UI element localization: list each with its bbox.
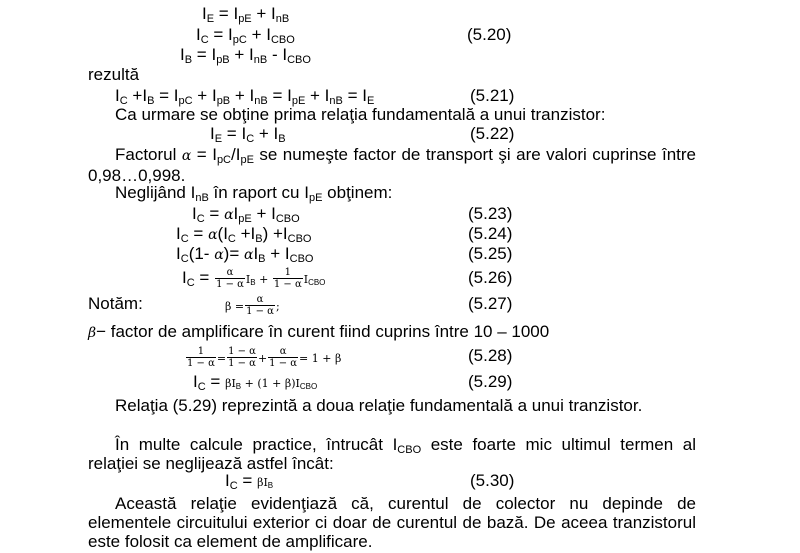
paragraph-concluzie: Această relaţie evidenţiază că, curentul de colector nu depinde de elementele circuitului exterior ci doar de curentul de bază. De aceea tranzistorul este folosit ca element de amplificare.	[88, 494, 696, 551]
paragraph-prima-relatie: Ca urmare se obţine prima relaţia fundamentală a unui tranzistor:	[115, 105, 606, 124]
equation-number-5-30: (5.30)	[470, 471, 515, 490]
equation-5-22: $I_E = I_C + I_B$	[210, 124, 286, 145]
equation-5-23: $I_C = \alpha I_{pE} + I_{CBO}$	[192, 204, 300, 225]
paragraph-factor-transport: Factorul $\alpha = I_{pC}/I_{pE}$ se numeşte factor de transport şi are valori cuprinse între 0,98…0,998.	[88, 145, 696, 185]
paragraph-calcule-practice: În multe calcule practice, întrucât $I_{CBO}$ este foarte mic ultimul termen al relaţiei se neglijează astfel încât:	[88, 435, 696, 473]
fraction-alpha-ratio: $\frac{\alpha}{1 - \alpha}$	[269, 346, 298, 370]
equation-number-5-28: (5.28)	[468, 346, 513, 365]
equation-number-5-23: (5.23)	[468, 204, 513, 223]
text-notam: Notăm:	[88, 294, 143, 313]
equation-number-5-25: (5.25)	[468, 244, 513, 263]
equation-5-21: $I_C +I_B = I_{pC} + I_{pB} + I_{nB} = I_{pE} + I_{nB} = I_E$	[115, 86, 375, 107]
equation-number-5-20: (5.20)	[467, 25, 512, 44]
text-rezulta: rezultă	[88, 65, 140, 84]
equation-number-5-29: (5.29)	[468, 372, 513, 391]
fraction-1-minus-alpha-ratio: $\frac{1 - \alpha}{1 - \alpha}$	[228, 346, 256, 370]
equation-number-5-24: (5.24)	[468, 224, 513, 243]
equation-number-5-22: (5.22)	[470, 124, 515, 143]
fraction-1-over-1-minus-alpha-b: $\frac{1}{1 - \alpha}$	[187, 346, 215, 370]
equation-number-5-21: (5.21)	[470, 86, 515, 105]
equation-ic: $I_C = I_{pC} + I_{CBO}$	[196, 25, 295, 46]
fraction-beta-definition: $\frac{\alpha}{1 - \alpha}$	[246, 294, 274, 318]
paragraph-factor-amplificare: β− factor de amplificare în curent fiind cuprins între 10 – 1000	[88, 322, 550, 341]
equation-5-29: $I_C = \beta IB + (1$ + β)ICBO	[193, 372, 318, 393]
equation-5-25: $I_C(1-$ $\alpha)= \alpha I_B + I_{CBO}$	[176, 244, 314, 265]
fraction-alpha-over-1-minus-alpha: $\frac{\alpha}{1 - \alpha}$	[216, 267, 244, 291]
equation-5-27: β = $\frac{\alpha}{1 - \alpha}$ ;	[225, 294, 280, 318]
paragraph-neglijand: Neglijând $I_{nB}$ în raport cu $I_{pE}$ obţinem:	[115, 183, 393, 204]
equation-5-30: $I_C = \beta IB$	[225, 471, 274, 492]
equation-number-5-27: (5.27)	[468, 294, 513, 313]
equation-ie: $I_E = I_{pE} + I_{nB}$	[202, 4, 290, 25]
equation-5-24: $I_C = \alpha(I_C +I_B) +I_{CBO}$	[176, 224, 312, 245]
equation-number-5-26: (5.26)	[468, 268, 513, 287]
fraction-1-over-1-minus-alpha: $\frac{1}{1 - \alpha}$	[273, 267, 302, 291]
paragraph-a-doua-relatie: Relaţia (5.29) reprezintă a doua relaţie fundamentală a unui tranzistor.	[115, 396, 643, 415]
equation-ib: $I_B = I_{pB} + I_{nB} - I_{CBO}$	[180, 45, 311, 66]
equation-5-26: $I_C$ = $\frac{\alpha}{1 - \alpha}$ IB + $\frac{1}{1 - \alpha}$ ICBO	[182, 267, 326, 291]
equation-5-28: $\frac{1}{1 - \alpha}$ = $\frac{1 - \alpha}{1 - \alpha}$ + $\frac{\alpha}{1 - \alpha}$ = 1 + β	[187, 346, 342, 370]
